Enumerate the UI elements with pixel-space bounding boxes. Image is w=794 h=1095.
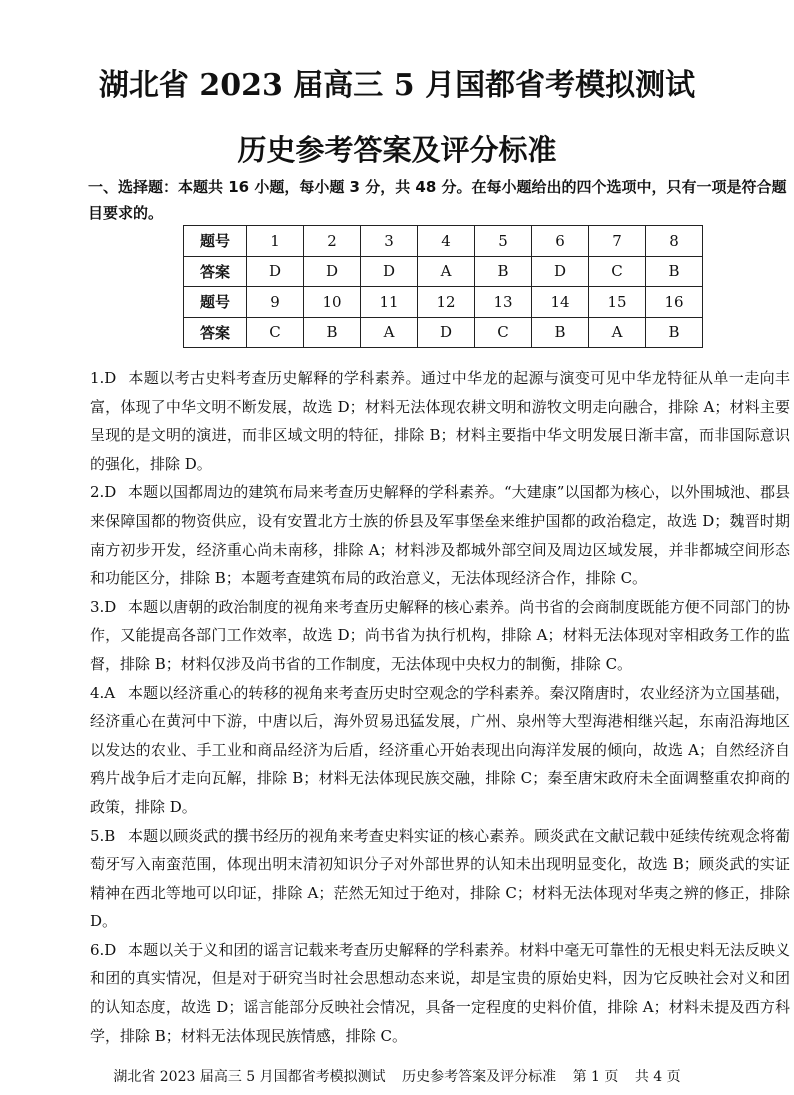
question-number: 15 — [589, 287, 646, 318]
item-text: 本题以经济重心的转移的视角来考查历史时空观念的学科素养。秦汉隋唐时，农业经济为立国基础，经济重心在黄河中下游，中唐以后，海外贸易迅猛发展，广州、泉州等大型海港相继兴起，东南沿海地区以发达的农业、手工业和商品经济为后盾，经济重心开始表现出向海洋发展的倾向，故选 A；自然经济自鸦片战争后才走向瓦解，排除 B；材料无法体现民族交融，排除 C；秦至唐宋政府未全面调整重农抑商的政策，排除 D。 — [90, 683, 790, 816]
explanation-item — [90, 822, 790, 936]
item-label: 2.D — [90, 483, 117, 502]
answer-cell: A — [589, 317, 646, 348]
question-number: 12 — [418, 287, 475, 318]
table-row — [184, 317, 703, 348]
answer-cell: A — [361, 317, 418, 348]
table-row — [184, 256, 703, 287]
footer-page: 第 1 页 — [572, 1069, 619, 1085]
document-title: 湖北省 2023 届高三 5 月国都省考模拟测试 — [98, 68, 696, 103]
row-label-answer: 答案 — [184, 317, 247, 348]
item-label: 4.A — [90, 683, 116, 702]
row-label-answer: 答案 — [184, 256, 247, 287]
question-number: 4 — [418, 226, 475, 257]
question-number: 14 — [532, 287, 589, 318]
question-number: 13 — [475, 287, 532, 318]
explanation-item — [90, 593, 790, 679]
question-number: 3 — [361, 226, 418, 257]
answer-cell: D — [361, 256, 418, 287]
answer-cell: D — [418, 317, 475, 348]
table-row — [184, 287, 703, 318]
explanation-item — [90, 936, 790, 1050]
table-row — [184, 226, 703, 257]
answer-cell: C — [589, 256, 646, 287]
explanation-item — [90, 478, 790, 592]
item-label: 6.D — [90, 940, 117, 959]
question-number: 1 — [247, 226, 304, 257]
answer-cell: B — [646, 317, 703, 348]
question-number: 7 — [589, 226, 646, 257]
answer-cell: B — [532, 317, 589, 348]
row-label-question: 题号 — [184, 226, 247, 257]
document-subtitle: 历史参考答案及评分标准 — [237, 133, 557, 167]
item-text: 本题以唐朝的政治制度的视角来考查历史解释的核心素养。尚书省的会商制度既能方便不同部门的协作，又能提高各部门工作效率，故选 D；尚书省为执行机构，排除 A；材料无法体现对宰相政务工作的监督，排除 B；材料仅涉及尚书省的工作制度，无法体现中央权力的制衡，排除 C。 — [90, 597, 790, 673]
question-number: 9 — [247, 287, 304, 318]
row-label-question: 题号 — [184, 287, 247, 318]
question-number: 2 — [304, 226, 361, 257]
question-number: 6 — [532, 226, 589, 257]
footer-total: 共 4 页 — [634, 1069, 681, 1085]
answer-cell: C — [247, 317, 304, 348]
item-text: 本题以关于义和团的谣言记载来考查历史解释的学科素养。材料中毫无可靠性的无根史料无法反映义和团的真实情况，但是对于研究当时社会思想动态来说，却是宝贵的原始史料，因为它反映社会对义和团的认知态度，故选 D；谣言能部分反映社会情况，具备一定程度的史料价值，排除 A；材料未提及西方科学，排除 B；材料无法体现民族情感，排除 C。 — [90, 940, 790, 1045]
item-text: 本题以考古史料考查历史解释的学科素养。通过中华龙的起源与演变可见中华龙特征从单一走向丰富，体现了中华文明不断发展，故选 D；材料无法体现农耕文明和游牧文明走向融合，排除 A；材料主要呈现的是文明的演进，而非区域文明的特征，排除 B；材料主要指中华文明发展日渐丰富，而非国际意识的强化，排除 D。 — [90, 369, 790, 473]
footer-doc: 历史参考答案及评分标准 — [402, 1069, 557, 1085]
answer-cell: D — [304, 256, 361, 287]
answer-cell: D — [532, 256, 589, 287]
page-footer — [0, 1066, 794, 1086]
item-text: 本题以国都周边的建筑布局来考查历史解释的学科素养。“大建康”以国都为核心，以外围城池、郡县来保障国都的物资供应，设有安置北方士族的侨县及军事堡垒来维护国都的政治稳定，故选 D；魏晋时期南方初步开发，经济重心尚未南移，排除 A；材料涉及都城外部空间及周边区域发展，并非都城空间形态和功能区分，排除 B；本题考查建筑布局的政治意义，无法体现经济合作，排除 C。 — [90, 483, 790, 588]
question-number: 11 — [361, 287, 418, 318]
question-number: 10 — [304, 287, 361, 318]
explanation-list — [90, 364, 790, 1050]
explanation-item — [90, 364, 790, 478]
question-number: 16 — [646, 287, 703, 318]
answer-table — [183, 225, 703, 348]
answer-cell: B — [475, 256, 532, 287]
answer-cell: D — [247, 256, 304, 287]
section-intro: 一、选择题：本题共 16 小题，每小题 3 分，共 48 分。在每小题给出的四个选项中，只有一项是符合题目要求的。 — [88, 178, 787, 222]
item-label: 1.D — [90, 369, 117, 387]
answer-cell: C — [475, 317, 532, 348]
footer-exam: 湖北省 2023 届高三 5 月国都省考模拟测试 — [113, 1069, 386, 1085]
item-label: 3.D — [90, 597, 117, 616]
explanation-item — [90, 679, 790, 822]
item-label: 5.B — [90, 826, 116, 845]
question-number: 5 — [475, 226, 532, 257]
answer-cell: B — [304, 317, 361, 348]
answer-cell: B — [646, 256, 703, 287]
answer-cell: A — [418, 256, 475, 287]
question-number: 8 — [646, 226, 703, 257]
item-text: 本题以顾炎武的撰书经历的视角来考查史料实证的核心素养。顾炎武在文献记载中延续传统观念将葡萄牙写入南蛮范围，体现出明末清初知识分子对外部世界的认知未出现明显变化，故选 B；顾炎武的实证精神在西北等地可以印证，排除 A；茫然无知过于绝对，排除 C；材料无法体现对华夷之辨的修正，排除 D。 — [90, 826, 790, 931]
